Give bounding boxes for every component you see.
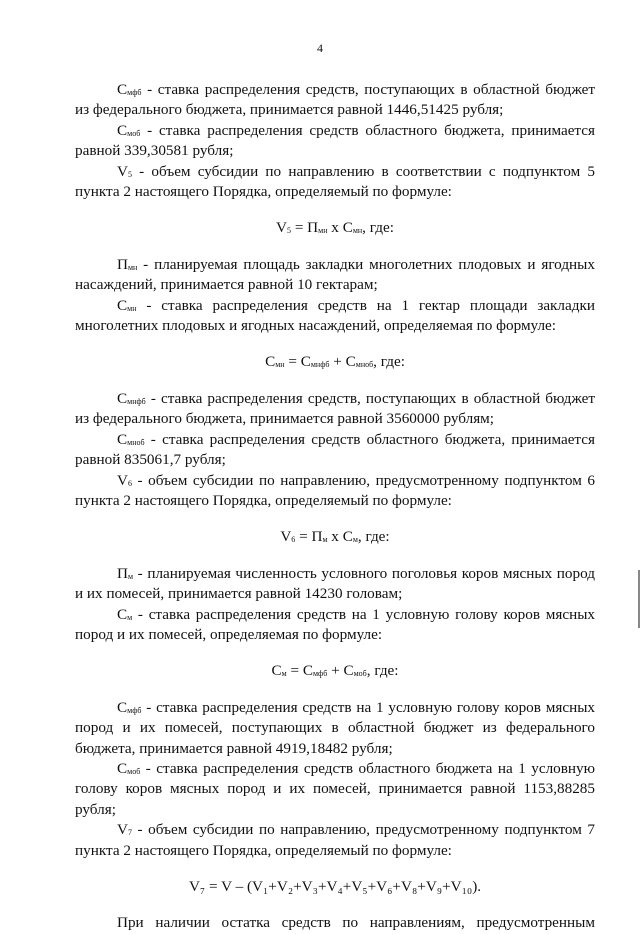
paragraph-c-mnfb: [75, 389, 595, 430]
symbol-subscript: м: [127, 571, 134, 581]
paragraph-c-mob-head: [75, 759, 595, 820]
symbol: С: [117, 81, 128, 98]
definition-text: - ставка распределения средств, поступающих в областной бюджет из федерального бюджета, принимается равной 1446,51425 рубля;: [75, 81, 595, 119]
symbol: С: [117, 759, 128, 777]
definition-text: - ставка распределения средств на 1 условную голову коров мясных пород и их помесей, определяемая по формуле:: [75, 605, 595, 643]
symbol-subscript: 7: [127, 828, 132, 838]
definition-text: - ставка распределения средств областного бюджета, принимается равной 835061,7 рубля;: [75, 430, 595, 469]
definition-text: - планируемая площадь закладки многолетних плодовых и ягодных насаждений, принимается равной 10 гектарам;: [75, 255, 595, 294]
symbol-subscript: 6: [127, 478, 132, 488]
paragraph-v7: [75, 820, 595, 861]
symbol-subscript: мфб: [127, 88, 142, 97]
symbol-subscript: мн: [127, 262, 138, 272]
symbol-subscript: мфб: [127, 705, 142, 715]
paragraph-c-mfb-head: [75, 698, 595, 759]
formula-c-mn: $С_{мн} = С_{мнфб} + С_{мноб}$, где:: [265, 353, 405, 371]
symbol-subscript: мноб: [127, 437, 145, 447]
symbol: С: [117, 389, 128, 407]
symbol: С: [117, 430, 128, 448]
symbol: П: [117, 255, 128, 273]
definition-text: - объем субсидии по направлению в соответствии с подпунктом 5 пункта 2 настоящего Порядка, определяемый по формуле:: [75, 162, 595, 201]
definition-text: - ставка распределения средств, поступающих в областной бюджет из федерального бюджета, принимается равной 3560000 рублям;: [75, 389, 595, 428]
definition-text: - ставка распределения средств областного бюджета на 1 условную голову коров мясных пород и их помесей, принимается равной 1153,88285 рубля;: [75, 759, 595, 818]
symbol-subscript: мнфб: [127, 396, 146, 406]
definition-text: - объем субсидии по направлению, предусмотренному подпунктом 7 пункта 2 настоящего Порядка, определяемый по формуле:: [75, 821, 595, 859]
definition-text: - планируемая численность условного поголовья коров мясных пород и их помесей, принимается равной 14230 головам;: [75, 564, 595, 603]
symbol-subscript: моб: [127, 128, 141, 138]
symbol: С: [117, 121, 128, 139]
formula-c-m: $С_м = С_{мфб} + С_{моб}$, где:: [271, 662, 399, 680]
definition-text: - ставка распределения средств на 1 гектар площади закладки многолетних плодовых и ягодных насаждений, определяемая по формуле:: [75, 296, 595, 335]
symbol: V: [117, 162, 128, 180]
paragraph-c-m: [75, 605, 595, 646]
symbol-subscript: мн: [127, 303, 137, 313]
paragraph-c-mob: [75, 121, 595, 162]
symbol-subscript: 5: [127, 169, 132, 179]
definition-text: - объем субсидии по направлению, предусмотренному подпунктом 6 пункта 2 настоящего Порядка, определяемый по формуле:: [75, 471, 595, 509]
paragraph-v5: [75, 162, 595, 203]
symbol: С: [117, 698, 128, 716]
paragraph-remainder: При наличии остатка средств по направлениям, предусмотренным: [117, 914, 595, 932]
page-number: 4: [317, 41, 323, 55]
definition-text: - ставка распределения средств областного бюджета, принимается равной 339,30581 рубля;: [75, 121, 595, 160]
formula-v7: V₇ = V – (V₁+V₂+V₃+V₄+V₅+V₆+V₈+V₉+V₁₀).: [188, 878, 482, 895]
symbol-subscript: м: [127, 612, 133, 622]
document-body: [75, 80, 595, 934]
paragraph-c-mnob: [75, 430, 595, 471]
paragraph-p-m: [75, 564, 595, 605]
formula-v5: $V_5 = П_{мн}$ х $С_{мн}$, где:: [276, 219, 394, 237]
symbol: V: [117, 471, 128, 489]
symbol: П: [117, 564, 128, 582]
paragraph-p-mn: [75, 255, 595, 296]
symbol: V: [117, 821, 128, 839]
formula-v6: $V_6 = П_м$ х $С_м$, где:: [280, 528, 390, 546]
symbol: С: [117, 605, 128, 623]
symbol-subscript: моб: [127, 766, 141, 776]
symbol: С: [117, 296, 128, 314]
paragraph-v6: [75, 471, 595, 512]
definition-text: - ставка распределения средств на 1 условную голову коров мясных пород и их помесей, поступающих в областной бюджет из федерального бюджета, принимается равной 4919,18482 рубля;: [75, 698, 595, 757]
paragraph-c-mfb: [75, 80, 595, 121]
paragraph-c-mn: [75, 296, 595, 337]
